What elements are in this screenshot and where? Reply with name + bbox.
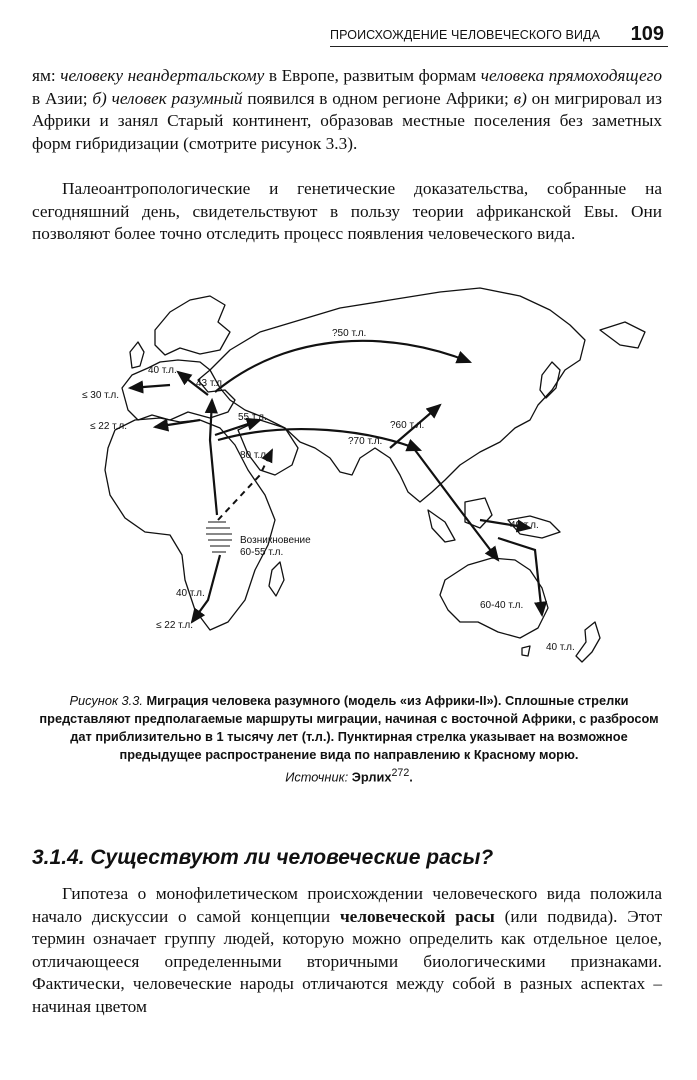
label-50kya: ?50 т.л. (332, 328, 367, 339)
migration-routes (130, 341, 542, 622)
text-run: Гипотеза о монофилетическом происхождении человеческого вида положила начало дискуссии о самой концепции (32, 884, 662, 926)
page-number: 109 (630, 23, 664, 45)
paragraph-2: Палеоантропологические и генетические доказательства, собранные на сегодняшний день, свидетельствуют в пользу теории африканской Евы. Они позволяют более точно отследить процесс появления человеческого вида. (32, 179, 662, 244)
label-40kya-new-guinea: 40 т.л. (510, 520, 539, 531)
paragraph-1 (32, 65, 662, 155)
route-to-west-europe (130, 385, 170, 388)
route-to-siberia (215, 341, 470, 392)
label-30kya: ≤ 30 т.л. (82, 390, 120, 401)
new-zealand-outline (576, 622, 600, 662)
label-origin: Возникновение (240, 535, 311, 546)
italic-term: человека прямоходящего (480, 66, 662, 85)
sumatra-outline (428, 510, 455, 542)
tasmania-outline (522, 646, 530, 656)
madagascar-outline (269, 562, 284, 596)
alaska-outline (600, 322, 645, 348)
label-22kya-south: ≤ 22 т.л. (156, 620, 194, 631)
caption-text: Миграция человека разумного (модель «из Африки-II»). Сплошные стрелки представляют предполагаемые маршруты миграции, начиная с восточной Африки, с разбросом дат приблизительно в 1 тысячу лет (т.л.). Пунктирная стрелка указывает на возможное предыдущее распространение вида по направлению к Красному морю. (39, 693, 659, 762)
scandinavia-outline (155, 296, 230, 355)
caption-source-name: Эрлих (348, 769, 392, 785)
british-isles-outline (130, 342, 144, 368)
route-to-southeast (415, 450, 498, 560)
label-60-40kya: 60-40 т.л. (480, 600, 524, 611)
origin-region (206, 522, 232, 552)
caption-source-label: Источник: (285, 769, 349, 785)
label-40kya-australia: 40 т.л. (546, 642, 575, 653)
label-80kya: 80 т.л. (240, 450, 269, 461)
figure-caption (36, 692, 662, 786)
caption-lead: Рисунок 3.3. (69, 693, 143, 708)
migration-map (60, 270, 650, 680)
text-run: ям: (32, 66, 61, 85)
text-run: в Азии; (32, 88, 93, 108)
text-run: (или подвида). Этот термин означает группу людей, которую можно определить как отдельное целое, отличающееся определенными вторичными биологическими признаками. Фактически, человеческие народы отличаются между собой в разных аспектах – начиная цветом (32, 906, 662, 1016)
bold-term: человеческой расы (339, 906, 495, 926)
label-40kya-africa: 40 т.л. (176, 588, 205, 599)
header-title: ПРОИСХОЖДЕНИЕ ЧЕЛОВЕЧЕСКОГО ВИДА (330, 28, 601, 42)
caption-source-end: . (409, 769, 413, 785)
label-40kya-europe: 40 т.л. (148, 365, 177, 376)
paragraph-3 (32, 883, 662, 1019)
italic-term: человеку неандертальскому (60, 66, 265, 85)
text-run: он мигрировал из Африки и занял Старый континент, образовав местные поселения без заметных форм гибридизации (смотрите рисунок 3.3). (32, 88, 662, 153)
asia-outline (210, 288, 585, 502)
australia-outline (440, 558, 548, 638)
caption-source-ref: 272 (391, 767, 410, 779)
text-run: появился в одном регионе Африки; (242, 88, 514, 108)
label-origin-dates: 60-55 т.л. (240, 547, 284, 558)
label-43kya: 43 т.л. (196, 378, 225, 389)
label-55kya: 55 т.л. (238, 412, 267, 423)
italic-term: в) (513, 88, 527, 108)
label-70kya: ?70 т.л. (348, 436, 383, 447)
italic-term: б) человек разумный (92, 88, 243, 108)
section-title: 3.1.4. Существуют ли человеческие расы? (32, 846, 494, 869)
landmasses (105, 288, 645, 662)
running-header (330, 24, 668, 47)
label-22kya-north: ≤ 22 т.л. (90, 421, 128, 432)
label-60kya: ?60 т.л. (390, 420, 425, 431)
text-run: в Европе, развитым формам (264, 66, 481, 85)
